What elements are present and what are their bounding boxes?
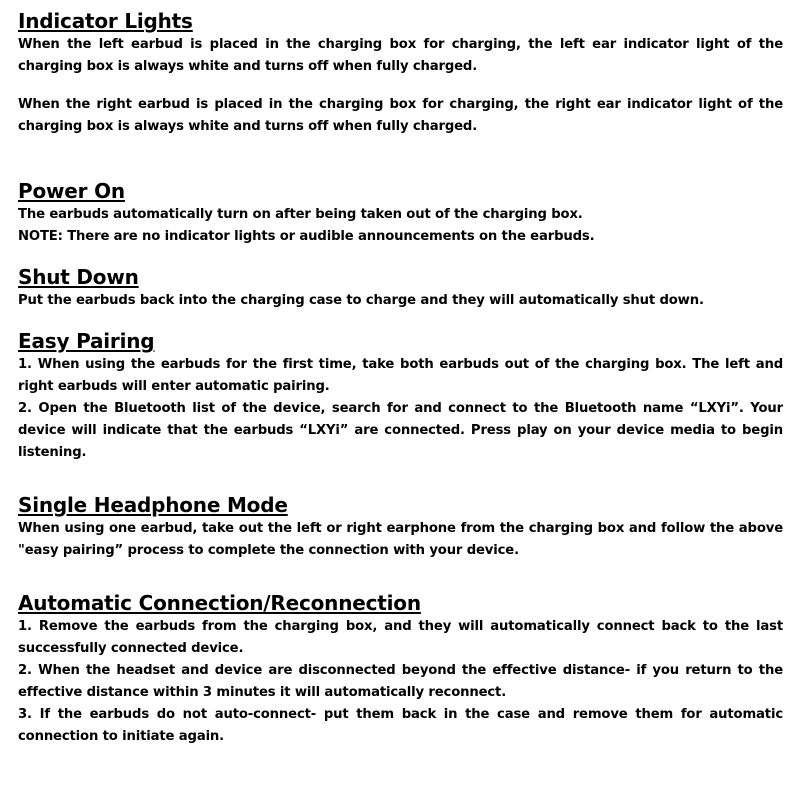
indicator-right-paragraph: When the right earbud is placed in the charging box for charging, the right ear indicator light of the charging box is always white and turns off when fully charged. <box>18 97 783 134</box>
heading-power-on: Power On <box>18 179 125 203</box>
section-shut-down <box>18 264 783 312</box>
section-power-on <box>18 178 783 248</box>
section-automatic-connection <box>18 590 783 748</box>
auto-connect-step-1: 1. Remove the earbuds from the charging box, and they will automatically connect back to the last successfully connected device. <box>18 619 783 656</box>
section-indicator-lights <box>18 8 783 138</box>
easy-pairing-step-1: 1. When using the earbuds for the first time, take both earbuds out of the charging box. The left and right earbuds will enter automatic pairing. <box>18 357 783 394</box>
auto-connect-step-3: 3. If the earbuds do not auto-connect- put them back in the case and remove them for automatic connection to initiate again. <box>18 707 783 744</box>
heading-easy-pairing: Easy Pairing <box>18 329 155 353</box>
power-on-note: NOTE: There are no indicator lights or audible announcements on the earbuds. <box>18 229 595 244</box>
section-easy-pairing <box>18 328 783 464</box>
single-mode-paragraph: When using one earbud, take out the left or right earphone from the charging box and follow the above "easy pairing” process to complete the connection with your device. <box>18 521 783 558</box>
heading-automatic-connection: Automatic Connection/Reconnection <box>18 591 421 615</box>
section-single-headphone-mode <box>18 492 783 562</box>
indicator-left-paragraph: When the left earbud is placed in the charging box for charging, the left ear indicator light of the charging box is always white and turns off when fully charged. <box>18 37 783 74</box>
auto-connect-step-2: 2. When the headset and device are disconnected beyond the effective distance- if you return to the effective distance within 3 minutes it will automatically reconnect. <box>18 663 783 700</box>
heading-indicator-lights: Indicator Lights <box>18 9 193 33</box>
power-on-paragraph: The earbuds automatically turn on after being taken out of the charging box. <box>18 207 583 222</box>
heading-shut-down: Shut Down <box>18 265 139 289</box>
heading-single-headphone-mode: Single Headphone Mode <box>18 493 288 517</box>
easy-pairing-step-2: 2. Open the Bluetooth list of the device, search for and connect to the Bluetooth name “LXYi”. Your device will indicate that the earbuds “LXYi” are connected. Press play on your device media to begin listening. <box>18 401 783 460</box>
shut-down-paragraph: Put the earbuds back into the charging case to charge and they will automatically shut down. <box>18 293 704 308</box>
